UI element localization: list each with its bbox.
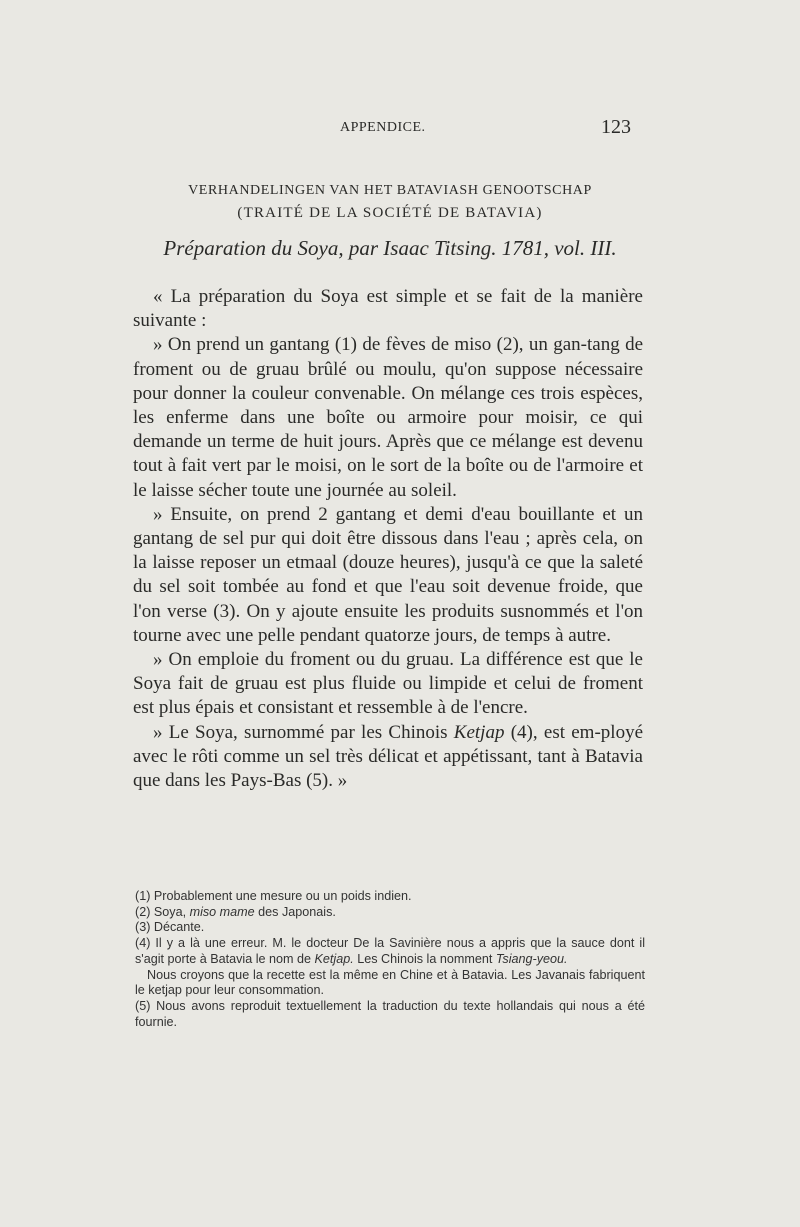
footnote-2: (2) Soya, miso mame des Japonais. [135, 904, 336, 919]
running-head-title: APPENDICE. [340, 120, 426, 135]
footnote-1: (1) Probablement une mesure ou un poids indien. [135, 889, 412, 903]
running-head [0, 118, 800, 142]
paragraph-4: » On emploie du froment ou du gruau. La différence est que le Soya fait de gruau est plus fluide ou limpide et celui de froment est plus épais et consistant et ressemble à de l'encre. [133, 649, 643, 719]
footnote-3: (3) Décante. [135, 920, 205, 935]
paragraph-2: » On prend un gantang (1) de fèves de miso (2), un gan-tang de froment ou de gruau brûlé ou moulu, qu'on suppose nécessaire pour donner la couleur convenable. On mélange ces trois espèces, les enferme dans une boîte ou armoire pour moisir, ce qui demande un terme de huit jours. Après que ce mélange est devenu tout à fait vert par le moisi, on le sort de la boîte ou de l'armoire et le laisse sécher toute une journée au soleil. [133, 334, 643, 501]
heading-journal-title: VERHANDELINGEN VAN HET BATAVIASH GENOOTSCHAP [188, 183, 592, 198]
footnote-5: (5) Nous avons reproduit textuellement la traduction du texte hollandais qui nous a été fournie. [135, 998, 645, 1029]
page-number: 123 [601, 116, 631, 138]
footnotes [135, 889, 645, 1030]
ketjap-term: Ketjap [453, 721, 505, 743]
footnote-4-continued: Nous croyons que la recette est la même en Chine et à Batavia. Les Javanais fabriquent le ketjap pour leur consommation. [135, 967, 645, 998]
body-text [133, 285, 643, 793]
paragraph-3: » Ensuite, on prend 2 gantang et demi d'eau bouillante et un gantang de sel pur qui doit être dissous dans l'eau ; après cela, on la laisse reposer un etmaal (douze heures), jusqu'à ce que la saleté du sel soit tombée au fond et que l'eau soit devenue froide, que l'on verse (3). On y ajoute ensuite les produits susnommés et l'on tourne avec une pelle pendant quatorze jours, de temps à autre. [133, 503, 643, 646]
paragraph-5: » Le Soya, surnommé par les Chinois Ketjap (4), est em-ployé avec le rôti comme un sel très délicat et appétissant, tant à Batavia que dans les Pays-Bas (5). » [133, 721, 643, 792]
heading-translation: (TRAITÉ DE LA SOCIÉTÉ DE BATAVIA) [237, 205, 543, 221]
paragraph-1: « La préparation du Soya est simple et se fait de la manière suivante : [133, 286, 643, 332]
heading-article-title: Préparation du Soya, par Isaac Titsing. 1781, vol. III. [163, 236, 617, 260]
footnote-4: (4) Il y a là une erreur. M. le docteur De la Savinière nous a appris que la sauce dont il s'agit porte à Batavia le nom de Ketjap. Les Chinois la nomment Tsiang-yeou. [135, 936, 645, 966]
